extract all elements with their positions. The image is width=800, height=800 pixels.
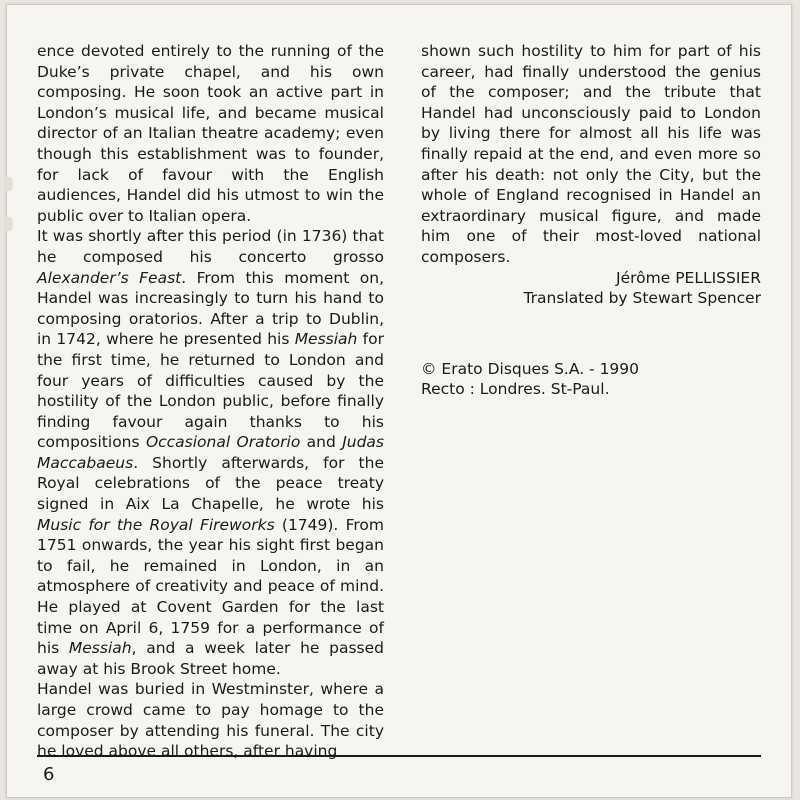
right-column [421, 41, 761, 400]
text-run: for the first time, he returned to London and four years of difficulties caused by the hostility of the London public, before finally finding favour again thanks to his compositions [37, 330, 384, 452]
author-credit: Jérôme PELLISSIER [616, 268, 761, 287]
copyright-line: © Erato Disques S.A. - 1990 [421, 359, 640, 378]
page-number: 6 [43, 764, 55, 785]
text-run: , and a week later he passed away at his Brook Street home. [37, 639, 384, 678]
paragraph [37, 226, 384, 679]
work-title: Messiah [68, 639, 132, 658]
text-run: It was shortly after this period (in 1736) that he composed his concerto grosso [37, 227, 384, 266]
paragraph: shown such hostility to him for part of his career, had finally understood the genius of the composer; and the tribute that Handel had unconsciously paid to London by living there for almost all his life was finally repaid at the end, and even more so after his death: not only the City, but the whole of England recognised in Handel an extraordinary musical figure, and made him one of their most-loved national composers. [421, 42, 761, 266]
text-run: and [300, 433, 343, 452]
paragraph: Handel was buried in Westminster, where a large crowd came to pay homage to the composer by attending his funeral. The city he loved above all others, after having [37, 680, 384, 761]
work-title: Judas Maccabaeus [37, 433, 384, 472]
footer-rule [37, 755, 761, 757]
binding-hole [5, 217, 13, 231]
text-run: . Shortly afterwards, for the Royal celebrations of the peace treaty signed in Aix La Chapelle, he wrote his [37, 453, 384, 514]
left-column [37, 41, 384, 762]
recto-caption: Recto : Londres. St-Paul. [421, 380, 610, 399]
work-title: Messiah [294, 330, 358, 349]
work-title: Alexander’s Feast [37, 268, 182, 287]
text-run: (1749). From 1751 onwards, the year his sight first began to fail, he remained in London, in an atmosphere of creativity and peace of mind. He played at Covent Garden for the last time on April 6, 1759 for a performance of his [37, 515, 384, 658]
binding-hole [5, 177, 13, 191]
paragraph: ence devoted entirely to the running of the Duke’s private chapel, and his own composing. He soon took an active part in London’s musical life, and became musical director of an Italian theatre academy; even though this establishment was to founder, for lack of favour with the English audiences, Handel did his utmost to win the public over to Italian opera. [37, 42, 384, 225]
text-run: . From this moment on, Handel was increasingly to turn his hand to composing oratorios. After a trip to Dublin, in 1742, where he presented his [37, 268, 384, 349]
work-title: Music for the Royal Fireworks [37, 515, 275, 534]
booklet-page [6, 4, 792, 798]
translator-credit: Translated by Stewart Spencer [523, 289, 761, 308]
work-title: Occasional Oratorio [145, 433, 301, 452]
